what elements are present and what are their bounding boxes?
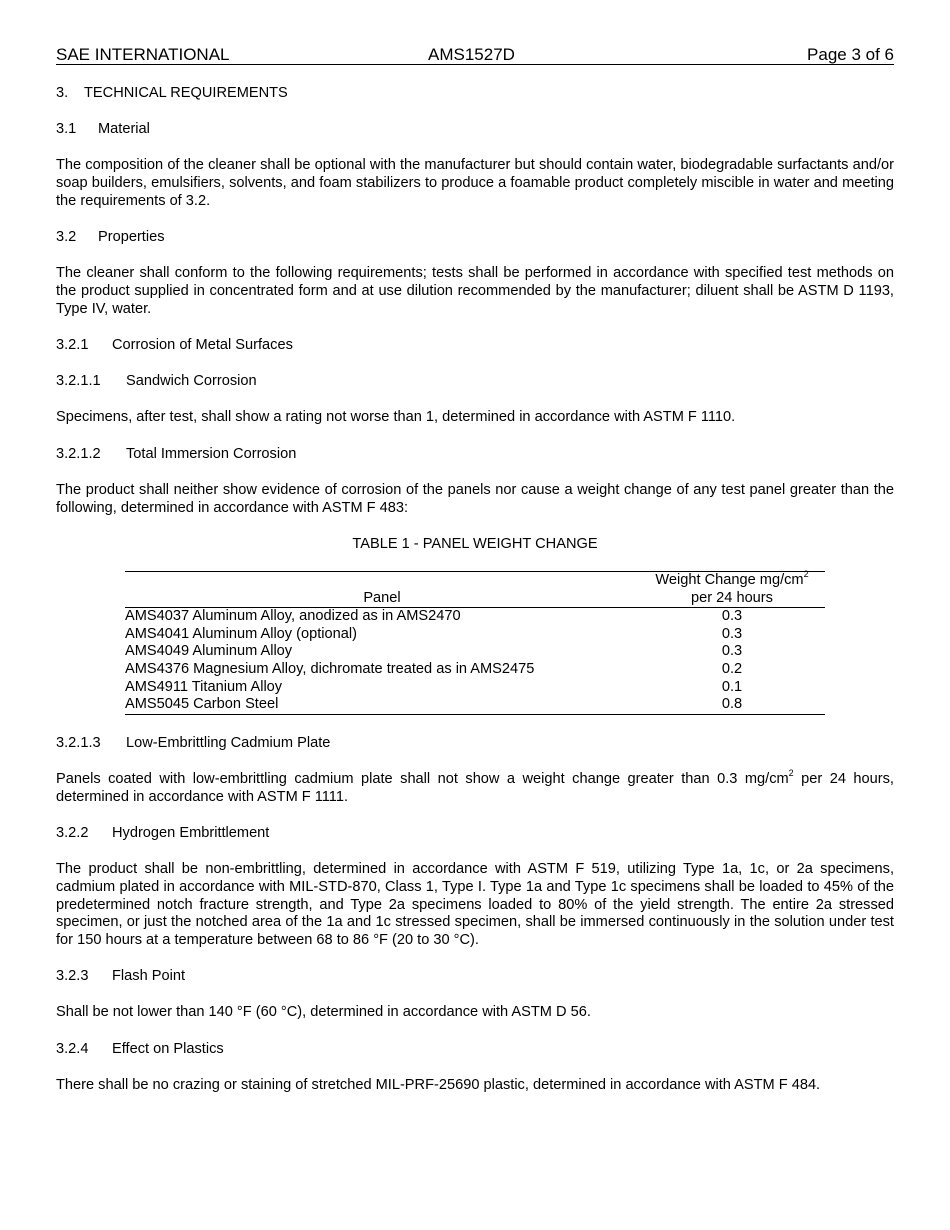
weight-change-cell: 0.2: [721, 660, 743, 677]
panel-cell: AMS5045 Carbon Steel: [125, 696, 279, 713]
paragraph-3-2-1-2: The product shall neither show evidence of corrosion of the panels nor cause a weight change of any test panel greater than the following, determined in accordance with ASTM F 483:: [56, 482, 894, 516]
heading-number: 3.2.1.1: [56, 373, 101, 389]
heading-3-2: [56, 229, 894, 247]
table-row: [125, 626, 825, 644]
weight-change-label: Weight Change mg/cm: [655, 572, 804, 588]
paragraph-3-2: The cleaner shall conform to the following requirements; tests shall be performed in accordance with specified test methods on the product supplied in concentrated form and at use dilution recommended by the manufacturer; diluent shall be ASTM D 1193, Type IV, water.: [56, 265, 894, 317]
heading-number: 3.: [56, 85, 69, 101]
paragraph-3-1: The composition of the cleaner shall be optional with the manufacturer but should contain water, biodegradable surfactants and/or soap builders, emulsifiers, solvents, and foam stabilizers to produce a foamable product completely miscible in water and meeting the requirements of 3.2.: [56, 157, 894, 209]
heading-3: [56, 85, 894, 103]
heading-title: Corrosion of Metal Surfaces: [112, 337, 293, 353]
table-row: [125, 608, 825, 626]
paragraph-3-2-2: The product shall be non-embrittling, determined in accordance with ASTM F 519, utilizing Type 1a, 1c, or 2a specimens, cadmium plated in accordance with MIL-STD-870, Class 1, Type I. Type 1a and Type 1c specimens shall be loaded to 45% of the predetermined notch fracture strength, and Type 2a specimens loaded to 80% of the yield strength. The entire 2a stressed specimen, or just the notched area of the 1a and 1c stressed specimen, shall be immersed continuously in the solution under test for 150 hours at a temperature between 68 to 86 °F (20 to 30 °C).: [56, 861, 894, 949]
panel-cell: AMS4041 Aluminum Alloy (optional): [125, 625, 357, 642]
paragraph-3-2-4: There shall be no crazing or staining of stretched MIL-PRF-25690 plastic, determined in accordance with ASTM F 484.: [56, 1077, 821, 1093]
table-row: [125, 661, 825, 679]
table-header-row: [125, 572, 825, 608]
heading-number: 3.2.2: [56, 825, 89, 841]
panel-cell: AMS4037 Aluminum Alloy, anodized as in AMS2470: [125, 608, 461, 625]
column-header-weight-change: [639, 569, 825, 608]
heading-3-2-3: [56, 968, 894, 986]
weight-change-cell: 0.8: [721, 696, 743, 713]
heading-number: 3.2.1: [56, 337, 89, 353]
heading-3-1: [56, 121, 894, 139]
heading-title: Total Immersion Corrosion: [126, 446, 297, 462]
heading-3-2-2: [56, 825, 894, 843]
panel-cell: AMS4376 Magnesium Alloy, dichromate treated as in AMS2475: [125, 660, 535, 677]
weight-change-period: per 24 hours: [691, 589, 773, 606]
heading-3-2-1-2: [56, 446, 894, 464]
heading-title: Flash Point: [112, 968, 186, 984]
paragraph-3-2-1-3: [56, 768, 894, 807]
weight-change-cell: 0.3: [721, 608, 743, 625]
column-header-panel: Panel: [363, 589, 401, 606]
heading-title: Hydrogen Embrittlement: [112, 825, 270, 841]
weight-change-cell: 0.1: [721, 678, 743, 695]
page-header: [56, 45, 894, 65]
header-document-number: AMS1527D: [428, 45, 515, 64]
heading-3-2-4: [56, 1041, 894, 1059]
table-1-title: TABLE 1 - PANEL WEIGHT CHANGE: [352, 536, 598, 552]
panel-cell: AMS4049 Aluminum Alloy: [125, 643, 293, 660]
header-organization: SAE INTERNATIONAL: [56, 45, 230, 64]
table-row: [125, 643, 825, 661]
heading-number: 3.1: [56, 121, 77, 137]
panel-cell: AMS4911 Titanium Alloy: [125, 678, 283, 695]
weight-change-cell: 0.3: [721, 625, 743, 642]
table-row: [125, 696, 825, 714]
paragraph-text-end: per 24 hours, determined in accordance with ASTM F 1111.: [56, 771, 894, 805]
heading-title: Effect on Plastics: [112, 1041, 224, 1057]
heading-3-2-1-1: [56, 373, 894, 391]
table-row: [125, 679, 825, 697]
heading-3-2-1: [56, 337, 894, 355]
heading-3-2-1-3: [56, 735, 894, 753]
heading-title: Properties: [98, 229, 165, 245]
weight-change-cell: 0.3: [721, 643, 743, 660]
heading-number: 3.2.4: [56, 1041, 89, 1057]
heading-title: Material: [98, 121, 150, 137]
heading-title: Low-Embrittling Cadmium Plate: [126, 735, 331, 751]
heading-number: 3.2: [56, 229, 77, 245]
paragraph-text-start: Panels coated with low-embrittling cadmium plate shall not show a weight change greater than 0.3 mg/cm: [56, 771, 789, 787]
heading-title: Sandwich Corrosion: [126, 373, 257, 389]
heading-number: 3.2.1.2: [56, 446, 101, 462]
heading-number: 3.2.1.3: [56, 735, 101, 751]
panel-weight-change-table: [125, 571, 825, 715]
heading-title: TECHNICAL REQUIREMENTS: [84, 85, 288, 101]
heading-number: 3.2.3: [56, 968, 89, 984]
weight-change-superscript: 2: [803, 569, 809, 580]
paragraph-3-2-1-1: Specimens, after test, shall show a rating not worse than 1, determined in accordance with ASTM F 1110.: [56, 409, 736, 425]
paragraph-3-2-3: Shall be not lower than 140 °F (60 °C), determined in accordance with ASTM D 56.: [56, 1004, 591, 1020]
paragraph-superscript: 2: [788, 768, 794, 779]
header-page-number: Page 3 of 6: [807, 45, 894, 64]
